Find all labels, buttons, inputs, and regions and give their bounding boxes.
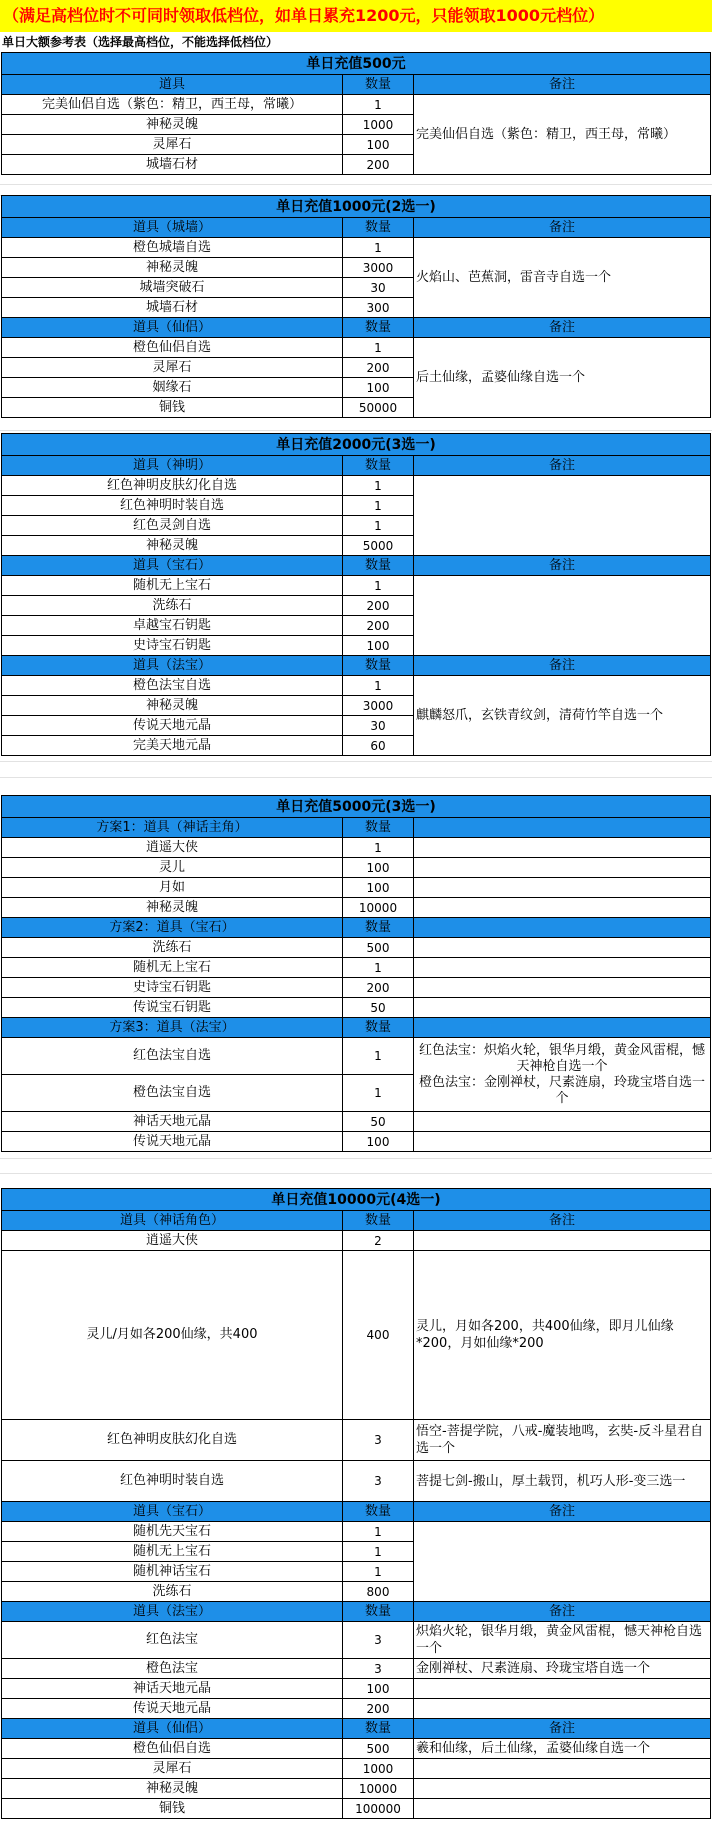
col-qty-header: 数量 <box>343 1018 414 1038</box>
item-qty: 1000 <box>343 115 414 135</box>
item-name: 红色神明时装自选 <box>2 1461 343 1502</box>
item-name: 神秘灵魄 <box>2 696 343 716</box>
item-qty: 500 <box>343 1739 414 1759</box>
item-qty: 100 <box>343 1679 414 1699</box>
tier-5000-table <box>1 795 711 1152</box>
item-name: 完美仙侣自选（紫色：精卫，西王母，常曦） <box>2 95 343 115</box>
item-name: 橙色城墙自选 <box>2 238 343 258</box>
item-qty: 1 <box>343 576 414 596</box>
item-name: 洗练石 <box>2 938 343 958</box>
empty-cell <box>414 1132 711 1152</box>
empty-cell <box>414 818 711 838</box>
col-note-header: 备注 <box>414 1211 711 1231</box>
item-name: 铜钱 <box>2 398 343 418</box>
col-item-header: 道具（法宝） <box>2 656 343 676</box>
item-qty: 1 <box>343 1075 414 1112</box>
item-qty: 100 <box>343 135 414 155</box>
item-qty: 800 <box>343 1582 414 1602</box>
item-name: 史诗宝石钥匙 <box>2 978 343 998</box>
col-item-header: 道具（法宝） <box>2 1602 343 1622</box>
treasure-choice-note <box>414 1038 711 1112</box>
col-qty-header: 数量 <box>343 556 414 576</box>
col-item-header: 道具（神明） <box>2 456 343 476</box>
item-name: 红色神明时装自选 <box>2 496 343 516</box>
item-name: 红色法宝自选 <box>2 1038 343 1075</box>
item-qty: 3000 <box>343 696 414 716</box>
item-qty: 1 <box>343 1038 414 1075</box>
item-name: 神秘灵魄 <box>2 115 343 135</box>
item-name: 卓越宝石钥匙 <box>2 616 343 636</box>
col-qty-header: 数量 <box>343 818 414 838</box>
empty-cell <box>414 958 711 978</box>
item-qty: 200 <box>343 616 414 636</box>
item-qty: 30 <box>343 716 414 736</box>
empty-cell <box>414 1799 711 1819</box>
tier-500-title: 单日充值500元 <box>2 53 711 75</box>
item-qty: 1 <box>343 1522 414 1542</box>
item-name: 神秘灵魄 <box>2 536 343 556</box>
grid-gap <box>0 1158 712 1159</box>
item-qty: 300 <box>343 298 414 318</box>
col-qty-header: 数量 <box>343 218 414 238</box>
col-item-header: 道具（仙侣） <box>2 1719 343 1739</box>
item-note: 金刚禅杖、尺素涟扇、玲珑宝塔自选一个 <box>414 1659 711 1679</box>
item-name: 灵儿 <box>2 858 343 878</box>
col-qty-header: 数量 <box>343 456 414 476</box>
item-qty: 1 <box>343 338 414 358</box>
col-note-header: 备注 <box>414 456 711 476</box>
item-name: 随机无上宝石 <box>2 576 343 596</box>
red-treasure-note: 红色法宝：炽焰火轮，银华月缎，黄金风雷棍，憾天神枪自选一个 <box>419 1042 706 1074</box>
col-qty-header: 数量 <box>343 1502 414 1522</box>
col-qty-header: 数量 <box>343 656 414 676</box>
col-item-header: 道具 <box>2 75 343 95</box>
empty-cell <box>414 998 711 1018</box>
col-qty-header: 数量 <box>343 318 414 338</box>
empty-note <box>414 576 711 656</box>
tier-10000-title: 单日充值10000元(4选一) <box>2 1189 711 1211</box>
item-name: 城墙石材 <box>2 298 343 318</box>
item-qty: 50 <box>343 998 414 1018</box>
item-qty: 1 <box>343 1562 414 1582</box>
grid-gap <box>0 1173 712 1174</box>
tier-5000-title: 单日充值5000元(3选一) <box>2 796 711 818</box>
col-qty-header: 数量 <box>343 75 414 95</box>
item-qty: 200 <box>343 155 414 175</box>
item-name: 随机无上宝石 <box>2 958 343 978</box>
item-qty: 100 <box>343 858 414 878</box>
item-name: 姻缘石 <box>2 378 343 398</box>
grid-gap <box>0 777 712 778</box>
top-notice-banner: （满足高档位时不可同时领取低档位，如单日累充1200元，只能领取1000元档位） <box>0 0 712 32</box>
item-qty: 10000 <box>343 898 414 918</box>
sheet-subtitle: 单日大额参考表（选择最高档位，不能选择低档位） <box>2 35 279 49</box>
item-qty: 200 <box>343 978 414 998</box>
item-name: 随机先天宝石 <box>2 1522 343 1542</box>
item-qty: 3000 <box>343 258 414 278</box>
item-name: 神秘灵魄 <box>2 258 343 278</box>
col-qty-header: 数量 <box>343 1211 414 1231</box>
item-name: 神话天地元晶 <box>2 1112 343 1132</box>
col-note-header: 备注 <box>414 1719 711 1739</box>
item-qty: 1 <box>343 958 414 978</box>
tier-1000-table <box>1 195 711 418</box>
empty-cell <box>414 858 711 878</box>
item-qty: 5000 <box>343 536 414 556</box>
item-name: 神话天地元晶 <box>2 1679 343 1699</box>
item-name: 逍遥大侠 <box>2 1231 343 1251</box>
item-name: 传说天地元晶 <box>2 716 343 736</box>
item-qty: 3 <box>343 1659 414 1679</box>
item-name: 传说天地元晶 <box>2 1699 343 1719</box>
item-name: 洗练石 <box>2 596 343 616</box>
tier-10000-table <box>1 1188 711 1819</box>
grid-gap <box>0 761 712 762</box>
item-note: 悟空-菩提学院，八戒-魔装地鸣，玄奘-反斗星君自选一个 <box>414 1420 711 1461</box>
item-qty: 1 <box>343 238 414 258</box>
item-qty: 500 <box>343 938 414 958</box>
item-name: 洗练石 <box>2 1582 343 1602</box>
item-name: 橙色仙侣自选 <box>2 338 343 358</box>
empty-cell <box>414 1018 711 1038</box>
col-note-header: 备注 <box>414 1602 711 1622</box>
item-qty: 100 <box>343 378 414 398</box>
col-note-header: 备注 <box>414 1502 711 1522</box>
col-item-header: 道具（城墙） <box>2 218 343 238</box>
col-note-header: 备注 <box>414 75 711 95</box>
tier-2000-table <box>1 433 711 756</box>
empty-cell <box>414 918 711 938</box>
wall-note: 火焰山、芭蕉洞，雷音寺自选一个 <box>414 238 711 318</box>
item-name: 城墙突破石 <box>2 278 343 298</box>
item-name: 灵犀石 <box>2 1759 343 1779</box>
item-name: 随机神话宝石 <box>2 1562 343 1582</box>
col-item-header: 方案2：道具（宝石） <box>2 918 343 938</box>
item-qty: 50000 <box>343 398 414 418</box>
item-name: 红色法宝 <box>2 1622 343 1659</box>
item-note: 菩提七剑-搬山，厚土载罚，机巧人形-变三选一 <box>414 1461 711 1502</box>
item-name: 灵犀石 <box>2 135 343 155</box>
item-name: 神秘灵魄 <box>2 1779 343 1799</box>
item-qty: 1 <box>343 476 414 496</box>
orange-treasure-note: 橙色法宝：金刚禅杖，尺素涟扇，玲珑宝塔自选一个 <box>419 1074 706 1106</box>
col-item-header: 道具（神话角色） <box>2 1211 343 1231</box>
tier-1000-title: 单日充值1000元(2选一) <box>2 196 711 218</box>
col-qty-header: 数量 <box>343 918 414 938</box>
col-qty-header: 数量 <box>343 1719 414 1739</box>
item-name: 红色神明皮肤幻化自选 <box>2 1420 343 1461</box>
col-note-header: 备注 <box>414 318 711 338</box>
item-name: 城墙石材 <box>2 155 343 175</box>
item-qty: 200 <box>343 596 414 616</box>
item-name: 橙色法宝 <box>2 1659 343 1679</box>
item-qty: 100000 <box>343 1799 414 1819</box>
empty-cell <box>414 938 711 958</box>
empty-note <box>414 1522 711 1602</box>
item-qty: 1 <box>343 95 414 115</box>
empty-cell <box>414 1779 711 1799</box>
empty-cell <box>414 838 711 858</box>
item-qty: 1 <box>343 1542 414 1562</box>
item-note: 灵儿，月如各200，共400仙缘，即月儿仙缘*200，月如仙缘*200 <box>414 1251 711 1420</box>
grid-gap <box>0 184 712 185</box>
empty-cell <box>414 1112 711 1132</box>
item-name: 完美天地元晶 <box>2 736 343 756</box>
item-qty: 50 <box>343 1112 414 1132</box>
item-qty: 1 <box>343 676 414 696</box>
item-note: 炽焰火轮，银华月缎，黄金风雷棍，憾天神枪自选一个 <box>414 1622 711 1659</box>
item-qty: 1 <box>343 838 414 858</box>
item-qty: 200 <box>343 1699 414 1719</box>
item-name: 随机无上宝石 <box>2 1542 343 1562</box>
col-item-header: 道具（仙侣） <box>2 318 343 338</box>
item-note <box>414 1231 711 1251</box>
item-name: 橙色法宝自选 <box>2 1075 343 1112</box>
item-qty: 200 <box>343 358 414 378</box>
col-item-header: 方案3：道具（法宝） <box>2 1018 343 1038</box>
item-qty: 1 <box>343 516 414 536</box>
col-item-header: 方案1：道具（神话主角） <box>2 818 343 838</box>
partner-choice-note: 羲和仙缘，后土仙缘，孟婆仙缘自选一个 <box>414 1739 711 1759</box>
item-name: 灵犀石 <box>2 358 343 378</box>
treasure-note: 麒麟怒爪，玄铁青纹剑，清荷竹竿自选一个 <box>414 676 711 756</box>
item-name: 橙色仙侣自选 <box>2 1739 343 1759</box>
empty-cell <box>414 978 711 998</box>
item-qty: 60 <box>343 736 414 756</box>
tier-2000-title: 单日充值2000元(3选一) <box>2 434 711 456</box>
item-qty: 400 <box>343 1251 414 1420</box>
col-note-header: 备注 <box>414 218 711 238</box>
partner-note: 后土仙缘，孟婆仙缘自选一个 <box>414 338 711 418</box>
item-qty: 100 <box>343 636 414 656</box>
item-qty: 3 <box>343 1420 414 1461</box>
col-item-header: 道具（宝石） <box>2 1502 343 1522</box>
item-name: 月如 <box>2 878 343 898</box>
item-qty: 3 <box>343 1461 414 1502</box>
empty-cell <box>414 878 711 898</box>
item-name: 神秘灵魄 <box>2 898 343 918</box>
item-name: 红色神明皮肤幻化自选 <box>2 476 343 496</box>
item-name: 橙色法宝自选 <box>2 676 343 696</box>
item-qty: 30 <box>343 278 414 298</box>
item-name: 灵儿/月如各200仙缘，共400 <box>2 1251 343 1420</box>
empty-cell <box>414 898 711 918</box>
item-qty: 2 <box>343 1231 414 1251</box>
item-note <box>414 1679 711 1699</box>
item-name: 传说天地元晶 <box>2 1132 343 1152</box>
item-qty: 1000 <box>343 1759 414 1779</box>
item-name: 铜钱 <box>2 1799 343 1819</box>
item-qty: 1 <box>343 496 414 516</box>
item-name: 红色灵剑自选 <box>2 516 343 536</box>
col-note-header: 备注 <box>414 556 711 576</box>
item-qty: 100 <box>343 1132 414 1152</box>
item-name: 传说宝石钥匙 <box>2 998 343 1018</box>
item-name: 逍遥大侠 <box>2 838 343 858</box>
item-name: 史诗宝石钥匙 <box>2 636 343 656</box>
col-note-header: 备注 <box>414 656 711 676</box>
col-qty-header: 数量 <box>343 1602 414 1622</box>
tier-500-note: 完美仙侣自选（紫色：精卫，西王母，常曦） <box>414 95 711 175</box>
empty-note <box>414 476 711 556</box>
item-qty: 10000 <box>343 1779 414 1799</box>
tier-500-table <box>1 52 711 175</box>
item-qty: 3 <box>343 1622 414 1659</box>
item-note <box>414 1699 711 1719</box>
col-item-header: 道具（宝石） <box>2 556 343 576</box>
grid-gap <box>0 430 712 431</box>
empty-cell <box>414 1759 711 1779</box>
item-qty: 100 <box>343 878 414 898</box>
